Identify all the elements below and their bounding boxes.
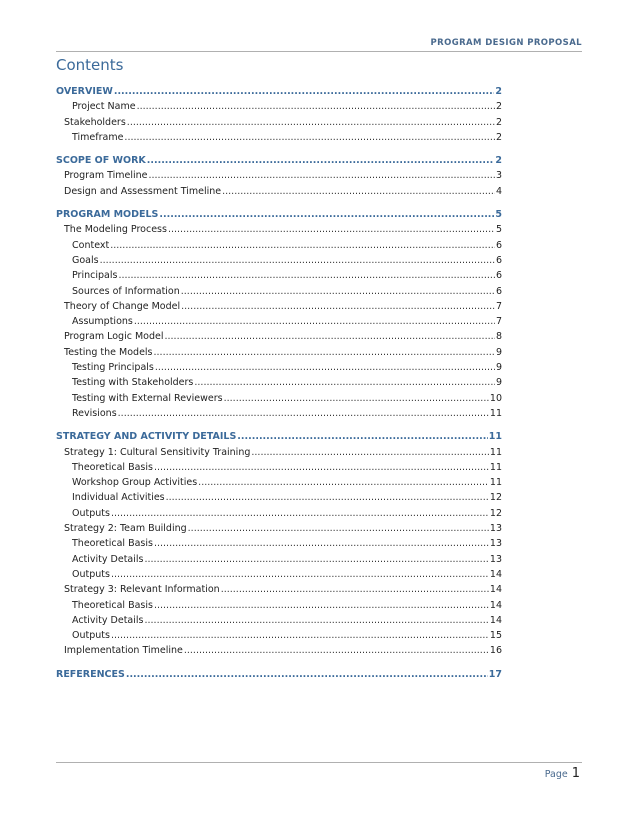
- toc-entry-page: 6: [495, 285, 502, 297]
- toc-entry[interactable]: [56, 538, 502, 553]
- toc-entry-label: Project Name: [72, 101, 136, 113]
- toc-entry[interactable]: [56, 408, 502, 423]
- toc-entry-page: 9: [495, 362, 502, 374]
- toc-leader-dots: [164, 331, 494, 342]
- toc-entry-label: Strategy 3: Relevant Information: [64, 584, 220, 596]
- toc-entry-label: The Modeling Process: [64, 224, 167, 236]
- toc-entry-label: Outputs: [72, 630, 110, 642]
- toc-leader-dots: [159, 209, 494, 220]
- toc-leader-dots: [118, 408, 489, 419]
- toc-entry[interactable]: [56, 132, 502, 147]
- toc-entry-page: 12: [489, 492, 502, 504]
- page-header: PROGRAM DESIGN PROPOSAL: [430, 38, 582, 48]
- page-label: Page: [544, 769, 568, 780]
- toc-entry[interactable]: [56, 630, 502, 645]
- toc-leader-dots: [118, 270, 495, 281]
- toc-entry-label: Testing with Stakeholders: [72, 377, 194, 389]
- toc-entry-page: 11: [489, 477, 502, 489]
- toc-entry[interactable]: [56, 615, 502, 630]
- toc-entry[interactable]: [56, 554, 502, 569]
- toc-leader-dots: [144, 615, 488, 626]
- toc-entry[interactable]: [56, 362, 502, 377]
- toc-entry-label: Outputs: [72, 507, 110, 519]
- toc-leader-dots: [111, 508, 489, 519]
- toc-entry-label: Testing Principals: [72, 362, 154, 374]
- toc-entry[interactable]: [56, 240, 502, 255]
- toc-leader-dots: [137, 101, 495, 112]
- toc-entry-label: Testing with External Reviewers: [72, 392, 223, 404]
- toc-entry-label: Revisions: [72, 407, 117, 419]
- toc-entry-label: Context: [72, 239, 110, 251]
- toc-entry-page: 16: [489, 645, 502, 657]
- footer-rule: [56, 762, 582, 763]
- toc-entry[interactable]: [56, 462, 502, 477]
- toc-entry-label: PROGRAM MODELS: [56, 209, 159, 221]
- toc-entry[interactable]: [56, 347, 502, 362]
- toc-entry-label: Goals: [72, 254, 99, 266]
- toc-entry-page: 7: [495, 300, 502, 312]
- toc-entry-label: Theory of Change Model: [64, 300, 181, 312]
- toc-entry-page: 12: [489, 507, 502, 519]
- toc-entry-label: Assumptions: [72, 316, 133, 328]
- toc-leader-dots: [251, 447, 489, 458]
- toc-entry[interactable]: [56, 447, 502, 462]
- toc-leader-dots: [124, 132, 495, 143]
- toc-entry-label: Activity Details: [72, 553, 144, 565]
- toc-entry-label: OVERVIEW: [56, 86, 113, 97]
- toc-entry[interactable]: [56, 477, 502, 492]
- toc-entry-label: Program Logic Model: [64, 331, 164, 343]
- toc-entry[interactable]: [56, 508, 502, 523]
- toc-entry[interactable]: [56, 255, 502, 270]
- toc-leader-dots: [111, 630, 489, 641]
- toc-entry-label: REFERENCES: [56, 668, 125, 680]
- toc-entry-label: Strategy 2: Team Building: [64, 523, 187, 535]
- toc-entry[interactable]: [56, 645, 502, 660]
- toc-entry-page: 2: [495, 101, 502, 113]
- toc-entry-page: 10: [489, 392, 502, 404]
- toc-entry-page: 8: [495, 331, 502, 343]
- toc-leader-dots: [149, 170, 495, 181]
- toc-leader-dots: [221, 584, 489, 595]
- toc-entry-page: 7: [495, 316, 502, 328]
- toc-entry-page: 14: [489, 568, 502, 580]
- toc-entry-label: Testing the Models: [64, 346, 153, 358]
- toc-leader-dots: [198, 477, 489, 488]
- toc-leader-dots: [126, 669, 488, 680]
- toc-entry-page: 13: [489, 553, 502, 565]
- toc-entry-page: 13: [489, 523, 502, 535]
- toc-entry-label: STRATEGY AND ACTIVITY DETAILS: [56, 431, 237, 443]
- toc-entry[interactable]: [56, 600, 502, 615]
- toc-leader-dots: [111, 569, 489, 580]
- toc-entry[interactable]: [56, 186, 502, 201]
- toc-entry-label: Sources of Information: [72, 285, 180, 297]
- toc-entry[interactable]: [56, 377, 502, 392]
- toc-entry[interactable]: [56, 584, 502, 599]
- toc-entry-label: SCOPE OF WORK: [56, 155, 146, 167]
- toc-entry-label: Implementation Timeline: [64, 645, 183, 657]
- toc-entry-page: 2: [495, 131, 502, 143]
- toc-entry[interactable]: [56, 492, 502, 507]
- toc-entry-page: 17: [488, 668, 502, 680]
- toc-entry-label: Theoretical Basis: [72, 599, 153, 611]
- toc-entry-label: Timeframe: [72, 131, 124, 143]
- toc-leader-dots: [194, 377, 495, 388]
- toc-leader-dots: [237, 431, 487, 442]
- toc-entry-page: 11: [489, 446, 502, 458]
- toc-entry[interactable]: [56, 331, 502, 346]
- toc-entry[interactable]: [56, 523, 502, 538]
- toc-entry[interactable]: [56, 301, 502, 316]
- toc-leader-dots: [154, 538, 489, 549]
- toc-entry-page: 3: [495, 170, 502, 182]
- toc-leader-dots: [166, 492, 489, 503]
- toc-entry-page: 6: [495, 254, 502, 266]
- page-number: 1: [571, 766, 580, 781]
- toc-leader-dots: [184, 645, 489, 656]
- toc-leader-dots: [127, 117, 495, 128]
- toc-entry-page: 6: [495, 270, 502, 282]
- toc-leader-dots: [154, 600, 489, 611]
- toc-entry[interactable]: [56, 86, 502, 101]
- toc-entry-page: 5: [495, 224, 502, 236]
- toc-entry-page: 11: [489, 407, 502, 419]
- toc-leader-dots: [147, 155, 495, 166]
- toc-entry[interactable]: [56, 316, 502, 331]
- toc-entry-page: 14: [489, 599, 502, 611]
- toc-entry-page: 5: [495, 209, 502, 221]
- toc-entry[interactable]: [56, 569, 502, 584]
- toc-entry-label: Stakeholders: [64, 116, 126, 128]
- toc-entry-page: 9: [495, 346, 502, 358]
- toc-leader-dots: [181, 301, 495, 312]
- toc-entry[interactable]: [56, 224, 502, 239]
- table-of-contents: [56, 86, 502, 684]
- toc-leader-dots: [154, 462, 489, 473]
- toc-entry[interactable]: [56, 101, 502, 116]
- toc-leader-dots: [154, 347, 495, 358]
- toc-entry-label: Individual Activities: [72, 492, 165, 504]
- toc-entry-page: 13: [489, 538, 502, 550]
- toc-leader-dots: [168, 224, 495, 235]
- toc-leader-dots: [100, 255, 495, 266]
- toc-entry-page: 11: [489, 461, 502, 473]
- toc-entry-label: Theoretical Basis: [72, 538, 153, 550]
- toc-entry-page: 9: [495, 377, 502, 389]
- toc-leader-dots: [134, 316, 495, 327]
- toc-leader-dots: [181, 286, 495, 297]
- toc-leader-dots: [224, 393, 489, 404]
- toc-entry-label: Strategy 1: Cultural Sensitivity Training: [64, 446, 251, 458]
- toc-entry[interactable]: [56, 393, 502, 408]
- toc-leader-dots: [188, 523, 489, 534]
- toc-leader-dots: [155, 362, 495, 373]
- toc-entry-page: 2: [495, 86, 502, 97]
- page-footer: [545, 766, 580, 781]
- toc-entry-label: Design and Assessment Timeline: [64, 185, 222, 197]
- toc-entry-label: Activity Details: [72, 614, 144, 626]
- toc-entry-label: Principals: [72, 270, 118, 282]
- toc-entry[interactable]: [56, 155, 502, 170]
- toc-entry-page: 11: [488, 431, 502, 443]
- toc-leader-dots: [144, 554, 488, 565]
- toc-entry-page: 6: [495, 239, 502, 251]
- contents-title: Contents: [56, 56, 124, 74]
- toc-entry[interactable]: [56, 270, 502, 285]
- toc-entry-page: 15: [489, 630, 502, 642]
- header-rule: [56, 51, 582, 52]
- toc-entry[interactable]: [56, 286, 502, 301]
- toc-entry[interactable]: [56, 431, 502, 446]
- toc-entry-label: Outputs: [72, 568, 110, 580]
- toc-entry-page: 14: [489, 614, 502, 626]
- toc-entry-page: 14: [489, 584, 502, 596]
- toc-entry[interactable]: [56, 209, 502, 224]
- toc-entry[interactable]: [56, 117, 502, 132]
- toc-leader-dots: [222, 186, 495, 197]
- toc-entry-label: Theoretical Basis: [72, 461, 153, 473]
- toc-entry-page: 2: [495, 155, 502, 167]
- toc-leader-dots: [110, 240, 495, 251]
- toc-entry[interactable]: [56, 170, 502, 185]
- toc-entry-label: Program Timeline: [64, 170, 148, 182]
- toc-entry-label: Workshop Group Activities: [72, 477, 198, 489]
- toc-entry-page: 4: [495, 185, 502, 197]
- toc-entry[interactable]: [56, 669, 502, 684]
- toc-entry-page: 2: [495, 116, 502, 128]
- toc-leader-dots: [114, 86, 495, 97]
